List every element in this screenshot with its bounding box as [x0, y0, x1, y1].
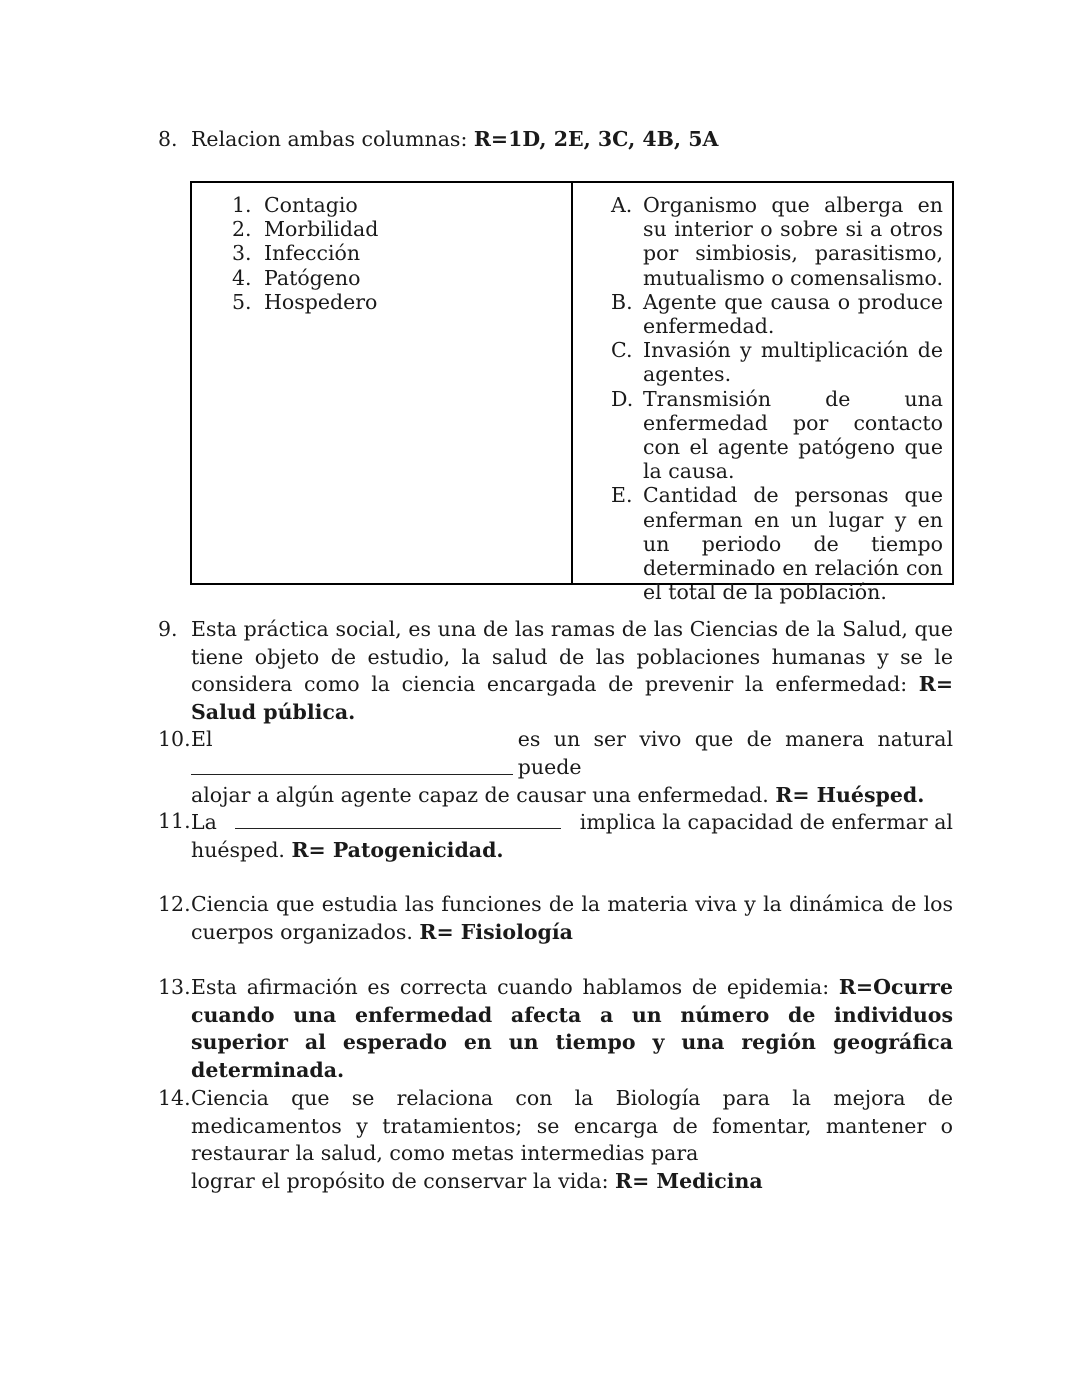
answer-text: R= Patogenicidad.: [291, 837, 504, 862]
question-11: [158, 808, 953, 864]
question-prompt: Ciencia que estudia las funciones de la materia viva y la dinámica de los cuerpos organizados.: [191, 892, 953, 944]
term-text: Patógeno: [264, 265, 361, 290]
terms-column: [192, 183, 573, 583]
list-item: [611, 483, 943, 604]
question-number: 8.: [158, 127, 178, 151]
question-number: 11.: [158, 809, 191, 833]
question-text: [191, 1085, 953, 1195]
item-marker: 3.: [232, 241, 252, 266]
list-item: [232, 241, 378, 265]
fill-in-line: [191, 726, 953, 782]
item-marker: 5.: [232, 289, 252, 314]
answer-blank[interactable]: [191, 754, 513, 775]
item-marker: 1.: [232, 193, 252, 217]
term-text: Infección: [264, 241, 361, 266]
definition-text: Organismo que alberga en su interior o sobre si a otros por simbiosis, parasitismo, mutualismo o comensalismo.: [643, 193, 944, 290]
matching-table: [190, 181, 954, 605]
question-text: [191, 616, 953, 726]
continuation-line: [191, 782, 953, 810]
line-start: [191, 726, 518, 782]
item-marker: D.: [611, 386, 634, 411]
answer-text: R= Fisiología: [419, 919, 573, 944]
definition-text: Cantidad de personas que enferman en un lugar y en un periodo de tiempo determinado en relación con el total de la población.: [643, 483, 943, 605]
question-12: [158, 891, 953, 946]
item-marker: C.: [611, 338, 633, 363]
term-text: Morbilidad: [264, 217, 379, 242]
question-text: [191, 126, 953, 154]
list-item: [232, 217, 378, 241]
question-prompt: Ciencia que se relaciona con la Biología para la mejora de medicamentos y tratamientos; se encarga de fomentar, mantener o restaurar la salud, como metas intermedias para: [191, 1086, 953, 1165]
list-item: [232, 193, 378, 217]
answer-text: R=Ocurre cuando una enfermedad afecta a un número de individuos superior al esperado en un tiempo y una región geográfica determinada.: [191, 975, 953, 1082]
item-marker: E.: [611, 483, 633, 508]
question-prompt: Esta afirmación es correcta cuando hablamos de epidemia:: [191, 975, 839, 999]
answer-text: R=1D, 2E, 3C, 4B, 5A: [473, 127, 719, 151]
definition-text: Transmisión de una enfermedad por contacto con el agente patógeno que la causa.: [643, 386, 943, 484]
term-text: Contagio: [264, 193, 358, 217]
lead-word: El: [191, 727, 213, 751]
final-line: [191, 1168, 953, 1196]
question-number: 13.: [158, 975, 191, 999]
list-item: [611, 193, 943, 290]
answer-blank[interactable]: [235, 808, 561, 829]
question-number: 12.: [158, 892, 191, 916]
question-13: [158, 974, 953, 1084]
question-prompt: Esta práctica social, es una de las ramas de las Ciencias de la Salud, que tiene objeto de estudio, la salud de las poblaciones humanas y se le considera como la ciencia encargada de prevenir la enfermedad:: [191, 617, 953, 696]
question-9: [158, 616, 953, 726]
list-item: [611, 387, 943, 484]
item-marker: 4.: [232, 265, 252, 290]
item-marker: 2.: [232, 217, 252, 242]
definitions-list: [611, 193, 943, 604]
item-marker: A.: [611, 193, 633, 217]
definitions-column: [573, 183, 952, 605]
terms-list: [232, 193, 378, 314]
question-number: 10.: [158, 727, 191, 751]
list-item: [232, 266, 378, 290]
answer-text: R= Huésped.: [775, 783, 925, 807]
question-text: [191, 808, 953, 864]
question-text: [191, 974, 953, 1084]
after-blank-text: implica la capacidad de enfermar al: [579, 810, 953, 834]
question-text: [191, 726, 953, 810]
question-14: [158, 1085, 953, 1195]
question-number: 14.: [158, 1086, 191, 1110]
continuation-text: huésped.: [191, 837, 292, 862]
list-item: [232, 290, 378, 314]
definition-text: Agente que causa o produce enfermedad.: [643, 289, 943, 339]
list-item: [611, 338, 943, 386]
final-line-text: lograr el propósito de conservar la vida:: [191, 1168, 616, 1193]
question-8: [158, 126, 953, 154]
question-10: [158, 726, 953, 810]
continuation-line: [191, 837, 953, 865]
question-number: 9.: [158, 617, 178, 641]
after-blank-text: es un ser vivo que de manera natural puede: [517, 727, 953, 779]
list-item: [611, 290, 943, 338]
continuation-text: alojar a algún agente capaz de causar una enfermedad.: [191, 783, 776, 807]
answer-text: R= Salud pública.: [191, 672, 953, 724]
fill-in-line: [191, 808, 953, 837]
lead-word: La: [191, 810, 217, 834]
term-text: Hospedero: [264, 289, 378, 314]
definition-text: Invasión y multiplicación de agentes.: [643, 338, 943, 387]
item-marker: B.: [611, 289, 633, 314]
question-text: [191, 891, 953, 946]
question-prompt: Relacion ambas columnas:: [191, 127, 474, 151]
answer-text: R= Medicina: [615, 1168, 763, 1193]
